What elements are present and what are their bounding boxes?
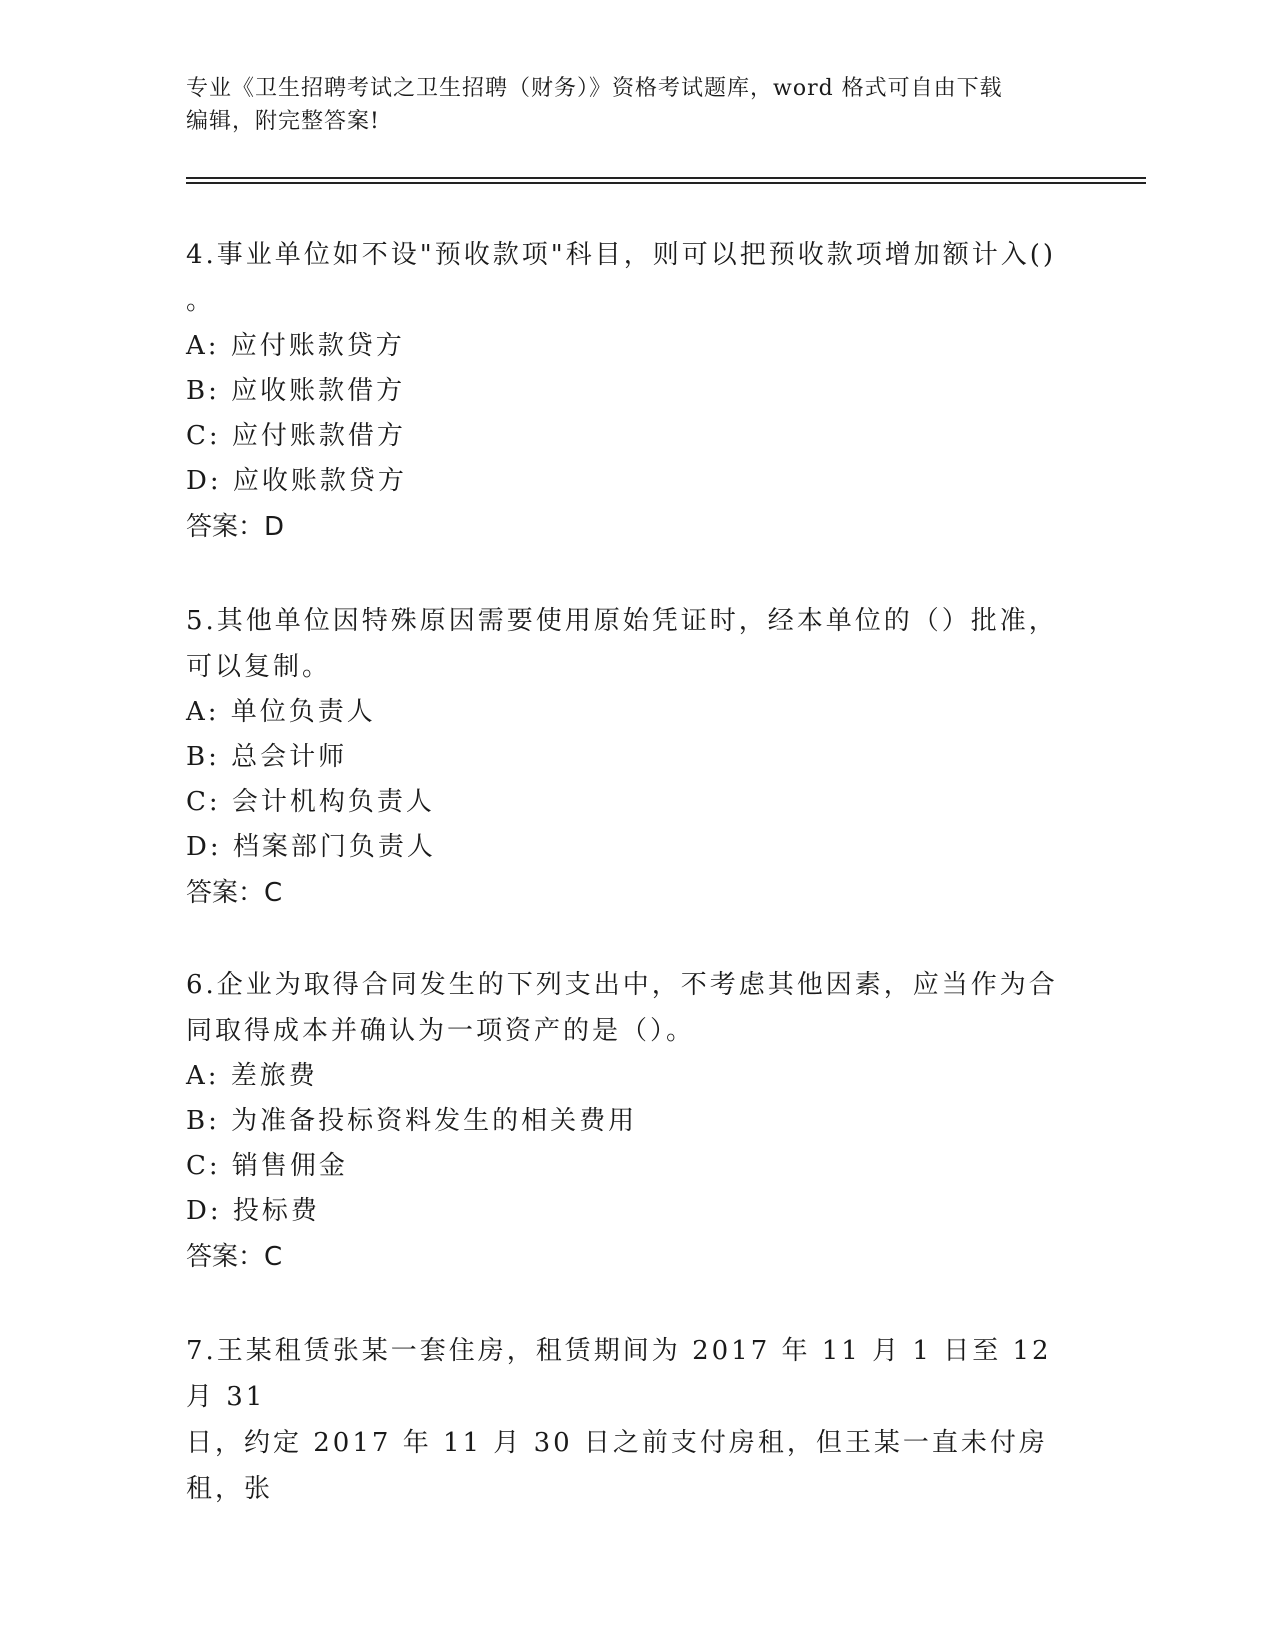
header-line-2: 编辑，附完整答案! <box>186 109 380 134</box>
header-line-1: 专业《卫生招聘考试之卫生招聘（财务）》资格考试题库，word 格式可自由下载 <box>186 76 1003 101</box>
option-a: A: 差旅费 <box>186 1061 318 1091</box>
option-b: B: 总会计师 <box>186 742 348 772</box>
option-a: A: 单位负责人 <box>186 697 376 727</box>
option-b: B: 应收账款借方 <box>186 376 406 406</box>
question-7 <box>186 1328 1066 1512</box>
question-stem-line-1: 7.王某租赁张某一套住房，租赁期间为 2017 年 11 月 1 日至 12 月 31 <box>186 1336 1052 1412</box>
option-d: D: 应收账款贷方 <box>186 466 407 496</box>
header-divider-bottom <box>186 182 1146 184</box>
option-a: A: 应付账款贷方 <box>186 331 405 361</box>
question-4 <box>186 232 1066 550</box>
question-stem-line-2: 日，约定 2017 年 11 月 30 日之前支付房租，但王某一直未付房租，张 <box>186 1428 1048 1504</box>
question-stem-line-1: 5.其他单位因特殊原因需要使用原始凭证时，经本单位的（）批准， <box>186 606 1058 636</box>
header-divider-top <box>186 177 1146 179</box>
question-stem-line-2: 可以复制。 <box>186 652 332 682</box>
question-5 <box>186 598 1066 916</box>
option-c: C: 应付账款借方 <box>186 421 406 451</box>
document-header <box>186 72 1086 138</box>
question-stem-line-2: 同取得成本并确认为一项资产的是（）。 <box>186 1016 696 1046</box>
question-6 <box>186 962 1066 1280</box>
option-c: C: 会计机构负责人 <box>186 787 435 817</box>
answer: 答案：C <box>186 1242 283 1272</box>
question-stem-line-1: 6.企业为取得合同发生的下列支出中，不考虑其他因素，应当作为合 <box>186 970 1058 1000</box>
option-c: C: 销售佣金 <box>186 1151 348 1181</box>
answer: 答案：D <box>186 512 285 542</box>
answer: 答案：C <box>186 878 283 908</box>
option-d: D: 投标费 <box>186 1196 320 1226</box>
option-d: D: 档案部门负责人 <box>186 832 436 862</box>
question-stem-line-2: 。 <box>186 286 216 316</box>
option-b: B: 为准备投标资料发生的相关费用 <box>186 1106 638 1136</box>
question-stem-line-1: 4.事业单位如不设"预收款项"科目，则可以把预收款项增加额计入() <box>186 240 1057 270</box>
